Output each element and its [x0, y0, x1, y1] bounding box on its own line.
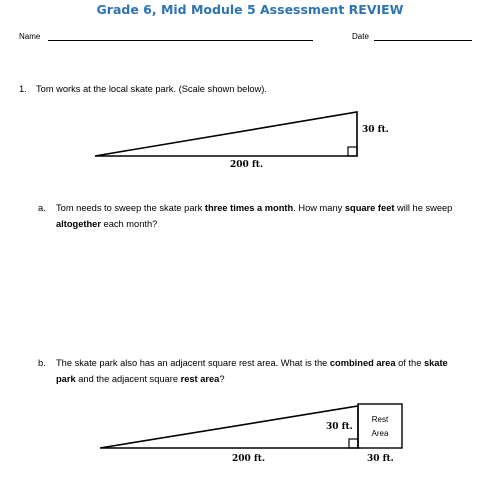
height-label-1: 30 ft. — [362, 125, 389, 135]
height-label-2: 30 ft. — [326, 422, 353, 432]
skate-park-triangle-2 — [100, 406, 358, 448]
right-angle-marker-2 — [349, 439, 358, 448]
base-label-1: 200 ft. — [230, 160, 264, 170]
rest-area-label-line2: Area — [371, 429, 389, 438]
rest-area-label — [358, 413, 402, 441]
date-label: Date — [352, 32, 369, 41]
problem-text: Tom works at the local skate park. (Scale shown below). — [36, 84, 267, 94]
skate-park-triangle-1 — [95, 112, 357, 156]
problem-number: 1. — [19, 84, 27, 94]
part-b-letter: b. — [38, 358, 46, 368]
right-angle-marker-1 — [348, 147, 357, 156]
square-base-label: 30 ft. — [367, 454, 394, 464]
base-label-2: 200 ft. — [232, 454, 266, 464]
page-title: Grade 6, Mid Module 5 Assessment REVIEW — [96, 2, 404, 17]
part-a-letter: a. — [38, 203, 46, 213]
part-b-text: The skate park also has an adjacent square rest area. What is the combined area of the skate park and the adjacent square rest area? — [56, 358, 448, 384]
name-label: Name — [19, 32, 41, 41]
part-a-text: Tom needs to sweep the skate park three times a month. How many square feet will he sweep altogether each month? — [56, 203, 453, 229]
rest-area-label-line1: Rest — [371, 415, 389, 424]
